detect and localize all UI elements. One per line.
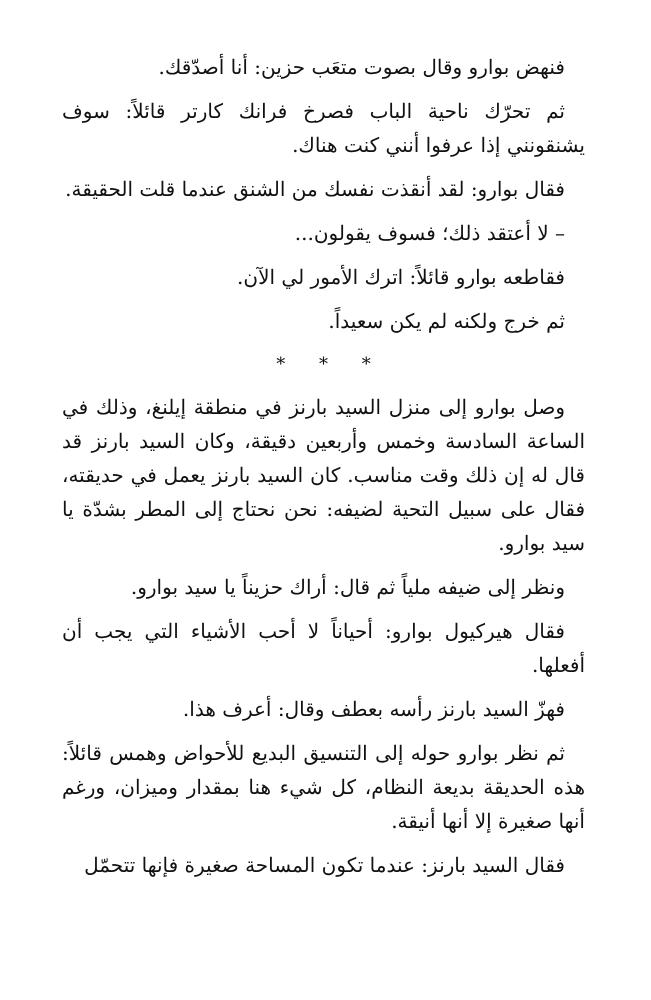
book-page	[62, 50, 585, 892]
paragraph: – لا أعتقد ذلك؛ فسوف يقولون...	[294, 221, 565, 245]
paragraph: فقال بوارو: لقد أنقذت نفسك من الشنق عندما قلت الحقيقة.	[65, 177, 565, 201]
paragraph: فقال السيد بارنز: عندما تكون المساحة صغيرة فإنها تتحمّل	[84, 853, 565, 877]
paragraph: فهزّ السيد بارنز رأسه بعطف وقال: أعرف هذا.	[182, 697, 565, 721]
paragraph: ثم خرج ولكنه لم يكن سعيداً.	[328, 309, 565, 333]
paragraph: ثم تحرّك ناحية الباب فصرخ فرانك كارتر قائلاً: سوف يشنقونني إذا عرفوا أنني كنت هناك.	[62, 99, 585, 157]
paragraph: ونظر إلى ضيفه ملياً ثم قال: أراك حزيناً يا سيد بوارو.	[130, 575, 565, 599]
paragraph: فنهض بوارو وقال بصوت متعَب حزين: أنا أصدّقك.	[158, 55, 565, 79]
paragraph: وصل بوارو إلى منزل السيد بارنز في منطقة إيلنغ، وذلك في الساعة السادسة وخمس وأربعين دقيقة، وكان السيد بارنز قد قال له إن ذلك وقت مناسب. كان السيد بارنز يعمل في حديقته، فقال على سبيل التحية لضيفه: نحن نحتاج إلى المطر بشدّة يا سيد بوارو.	[62, 395, 585, 555]
paragraph: ثم نظر بوارو حوله إلى التنسيق البديع للأحواض وهمس قائلاً: هذه الحديقة بديعة النظام، كل شيء هنا بمقدار وميزان، ورغم أنها صغيرة إلا أنها أنيقة.	[62, 741, 585, 833]
paragraph: فقاطعه بوارو قائلاً: اترك الأمور لي الآن.	[237, 265, 565, 289]
paragraph: فقال هيركيول بوارو: أحياناً لا أحب الأشياء التي يجب أن أفعلها.	[62, 619, 585, 677]
section-separator: * * *	[276, 354, 385, 375]
